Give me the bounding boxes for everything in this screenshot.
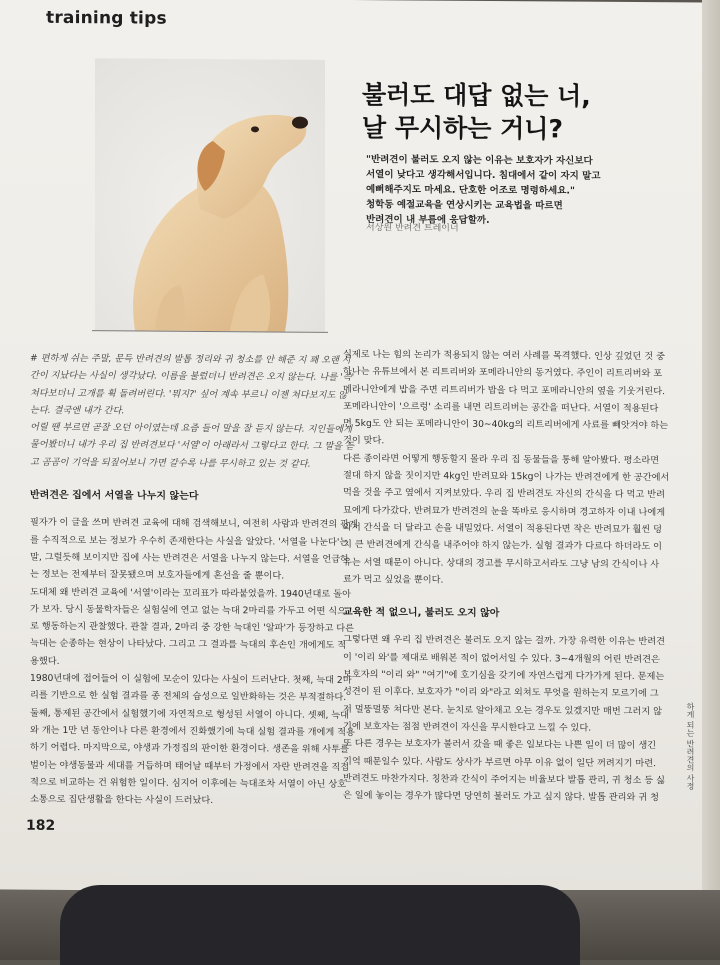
text-line: 보호자의 "이리 와" "여기"에 호기심을 갖기에 자연스럽게 다가가게 된다. 문제는 [343,668,665,683]
left-column [30,350,358,811]
text-line: 먹을 것을 주고 옆에서 지켜보았다. 우리 집 반려견도 자신의 간식을 다 먹고 반려 [343,487,665,501]
intro-paragraph [30,350,355,473]
text-line: 물어봤더니 내가 우리 집 반려견보다 '서열'이 아래라서 그렇다고 한다. 그 말을 듣 [30,439,355,453]
text-line: 이 '이리 와'를 제대로 배워본 적이 없어서일 수 있다. 3~4개월의 어린 반려견은 [343,651,660,665]
dog-photo [95,58,325,332]
text-line: 어릴 땐 부르면 곧잘 오던 아이였는데 요즘 들어 말을 잘 듣지 않는다. 지인들에게 [30,421,352,436]
pull-quote [366,152,656,229]
text-line: 1980년대에 접어들어 이 실험에 모순이 있다는 사실이 드러난다. 첫째, 늑대 2마 [30,672,352,687]
text-line: 리를 기반으로 한 실험 결과를 종 전체의 습성으로 일반화하는 것은 부적절하다. [30,690,347,704]
quote-line: 서열이 낮다고 생각해서입니다. 침대에서 같이 자지 말고 [366,169,601,182]
text-line: 벌이는 야생동물과 세대를 거듭하며 태어날 때부터 가정에서 자란 반려견을 직접 [30,759,350,773]
author-byline: 서상원 반려견 트레이너 [366,223,459,234]
subheading: 반려견은 집에서 서열을 나누지 않는다 [30,489,199,503]
text-line: 는다. 결국엔 내가 간다. [30,404,125,417]
text-line: 용했다. [30,655,60,667]
text-line: 늑대는 순종하는 현상이 나타났다. 그리고 그 결과를 늑대의 후손인 개에게도 적 [30,638,347,652]
text-line: 묘에게 다가갔다. 반려묘가 반려견의 눈을 똑바로 응시하며 경고하자 이내 나에게 [343,504,666,518]
text-line: 도대체 왜 반려견 교육에 '서열'이라는 꼬리표가 따라붙었을까. 1940년대로 돌아 [30,586,351,600]
text-line: 저 멀뚱멀뚱 쳐다만 본다. 눈치로 알아채고 오는 경우도 있겠지만 매번 그러지 않 [343,703,663,717]
text-line: 다른 종이라면 어떻게 행동할지 몰라 우리 집 동물들을 통해 알아봤다. 평소라면 [343,452,660,466]
text-line: 절대 하지 않을 짓이지만 4kg인 반려묘와 15kg이 나가는 반려견에게 한 공간에서 [343,470,670,484]
text-line: 면 5kg도 안 되는 포메라니안이 30~40kg의 리트리버에게 사료를 빼앗겨야 하는 [343,418,669,432]
text-line: 와서 간식을 더 달라고 손을 내밀었다. 서열이 적용된다면 작은 반려묘가 훨씬 덩 [343,521,663,536]
body-paragraph [343,631,673,806]
body-paragraph [343,346,673,590]
quote-line: 청학동 예절교육을 연상시키는 교육법을 따르면 [366,199,563,212]
text-line: 간이 지났다는 사실이 생각났다. 이름을 불렀더니 반려견은 오지 않는다. 나를 '쓱' [30,370,355,384]
text-line: 고 곰곰이 기억을 되짚어보니 가면 갈수록 나를 무시하고 있는 것 같다. [30,456,311,470]
text-line: # 편하게 쉬는 주말, 문득 반려견의 발톱 정리와 귀 청소를 안 해준 지 꽤 오랜 시 [30,352,351,366]
text-line: 은 일에 놓이는 경우가 많다면 당연히 불러도 가고 싶지 않다. 발톱 관리와 귀 청 [343,790,660,804]
text-line: 적으로 비교하는 건 위험한 일이다. 심지어 이후에는 늑대조차 서열이 아닌 상호 [30,776,347,790]
text-line: 를 수직적으로 보는 정보가 우수히 존재한다는 사실을 알았다. '서열을 나눈다'는 [30,534,349,548]
text-line: 치 큰 반려견에게 간식을 내주어야 하지 않는가. 실험 결과가 다르다 하더라도 이 [343,539,663,553]
text-line: 반려견도 마찬가지다. 칭찬과 간식이 주어지는 비율보다 발톱 관리, 귀 청소 등 싫 [343,772,665,787]
text-line: 하나는 유튜브에서 본 리트리버와 포메라니안의 동거였다. 주인이 리트리버와 포 [343,366,663,380]
text-line: 가 보자. 당시 동물학자들은 실험실에 연고 없는 늑대 2마리를 가두고 어떤 식으 [30,603,347,617]
body-paragraph [30,514,358,810]
quote-line: 예뻐해주지도 마세요. 단호한 어조로 명령하세요." [366,184,575,197]
text-line: 유는 서열 때문이 아니다. 상대의 경고를 무시하고서라도 그냥 남의 간식이나 사 [343,556,660,570]
spine-label: 하게 되는 반려견의 사정 [686,702,695,791]
headline-line: 불러도 대답 없는 너, [362,80,591,111]
text-line: 메라니안에게 밥을 주면 리트리버가 밥을 다 먹고 포메라니안의 옆을 기웃거린다. [343,383,666,397]
text-line: 실제로 나는 힘의 논리가 적용되지 않는 여러 사례를 목격했다. 인상 깊었던 것 중 [343,348,665,363]
text-line: 쳐다보더니 고개를 휙 돌려버린다. '뭐지?' 싶어 계속 부르니 이젠 쳐다보지도 않 [30,387,348,401]
text-line: 와 개는 1만 년 동안이나 다른 환경에서 진화했기에 늑대 실험 결과를 개에게 적용 [30,724,355,738]
headline-line: 날 무시하는 거니? [362,113,563,144]
subheading: 교육한 적 없으니, 불러도 오지 않아 [343,607,500,620]
text-line: 로 행동하는지 관찰했다. 관찰 결과, 2마리 중 강한 늑대인 '알파'가 등장하고 다른 [30,620,354,635]
text-line: 소통으로 집단생활을 한다는 사실이 드러났다. [30,793,214,807]
text-line: 둘째, 통제된 공간에서 실험했기에 자연적으로 형성된 서열이 아니다. 셋째, 늑대 [30,707,350,721]
right-column [343,346,673,807]
text-line: 성견이 된 이후다. 보호자가 "이리 와"라고 외쳐도 무엇을 원하는지 모르기에 그 [343,686,659,700]
page-number: 182 [26,817,56,834]
text-line: 필자가 이 글을 쓰며 반려견 교육에 대해 검색해보니, 여전히 사람과 반려견의 관계 [30,517,358,531]
article-headline [362,78,662,146]
text-line: 하기 어렵다. 마지막으로, 야생과 가정집의 판이한 환경이다. 생존을 위해 사투를 [30,741,350,756]
quote-line: 반려견이 내 부름에 응답할까. [366,214,490,226]
quote-line: "반려견이 불러도 오지 않는 이유는 보호자가 자신보다 [366,154,593,167]
leg-silhouette [60,885,580,965]
text-line: 또 다른 경우는 보호자가 불러서 갔을 때 좋은 일보다는 나쁜 일이 더 많이 생긴 [343,738,657,752]
page-edge [702,0,720,900]
text-line: 말, 그럴듯해 보이지만 집에 사는 반려견은 서열을 나누지 않는다. 서열을 언급하 [30,551,350,565]
text-line: 그렇다면 왜 우리 집 반려견은 불러도 오지 않는 걸까. 가장 유력한 이유는 반려견 [343,634,665,648]
text-line: 는 정보는 전제부터 잘못됐으며 보호자들에게 혼선을 줄 뿐이다. [30,569,285,582]
text-line: 것이 맞다. [343,435,385,447]
text-line: 료가 먹고 싶었을 뿐이다. [343,573,444,586]
text-line: 기억 때문일수 있다. 사람도 상사가 부르면 아무 이유 없이 일단 꺼려지기 마련. [343,755,657,769]
section-label: training tips [46,7,167,29]
text-line: 포메라니안이 '으르렁' 소리를 내면 리트리버는 공간을 떠난다. 서열이 적용된다 [343,400,659,415]
text-line: 기에 보호자는 점점 반려견이 자신을 무시한다고 느낄 수 있다. [343,720,592,734]
